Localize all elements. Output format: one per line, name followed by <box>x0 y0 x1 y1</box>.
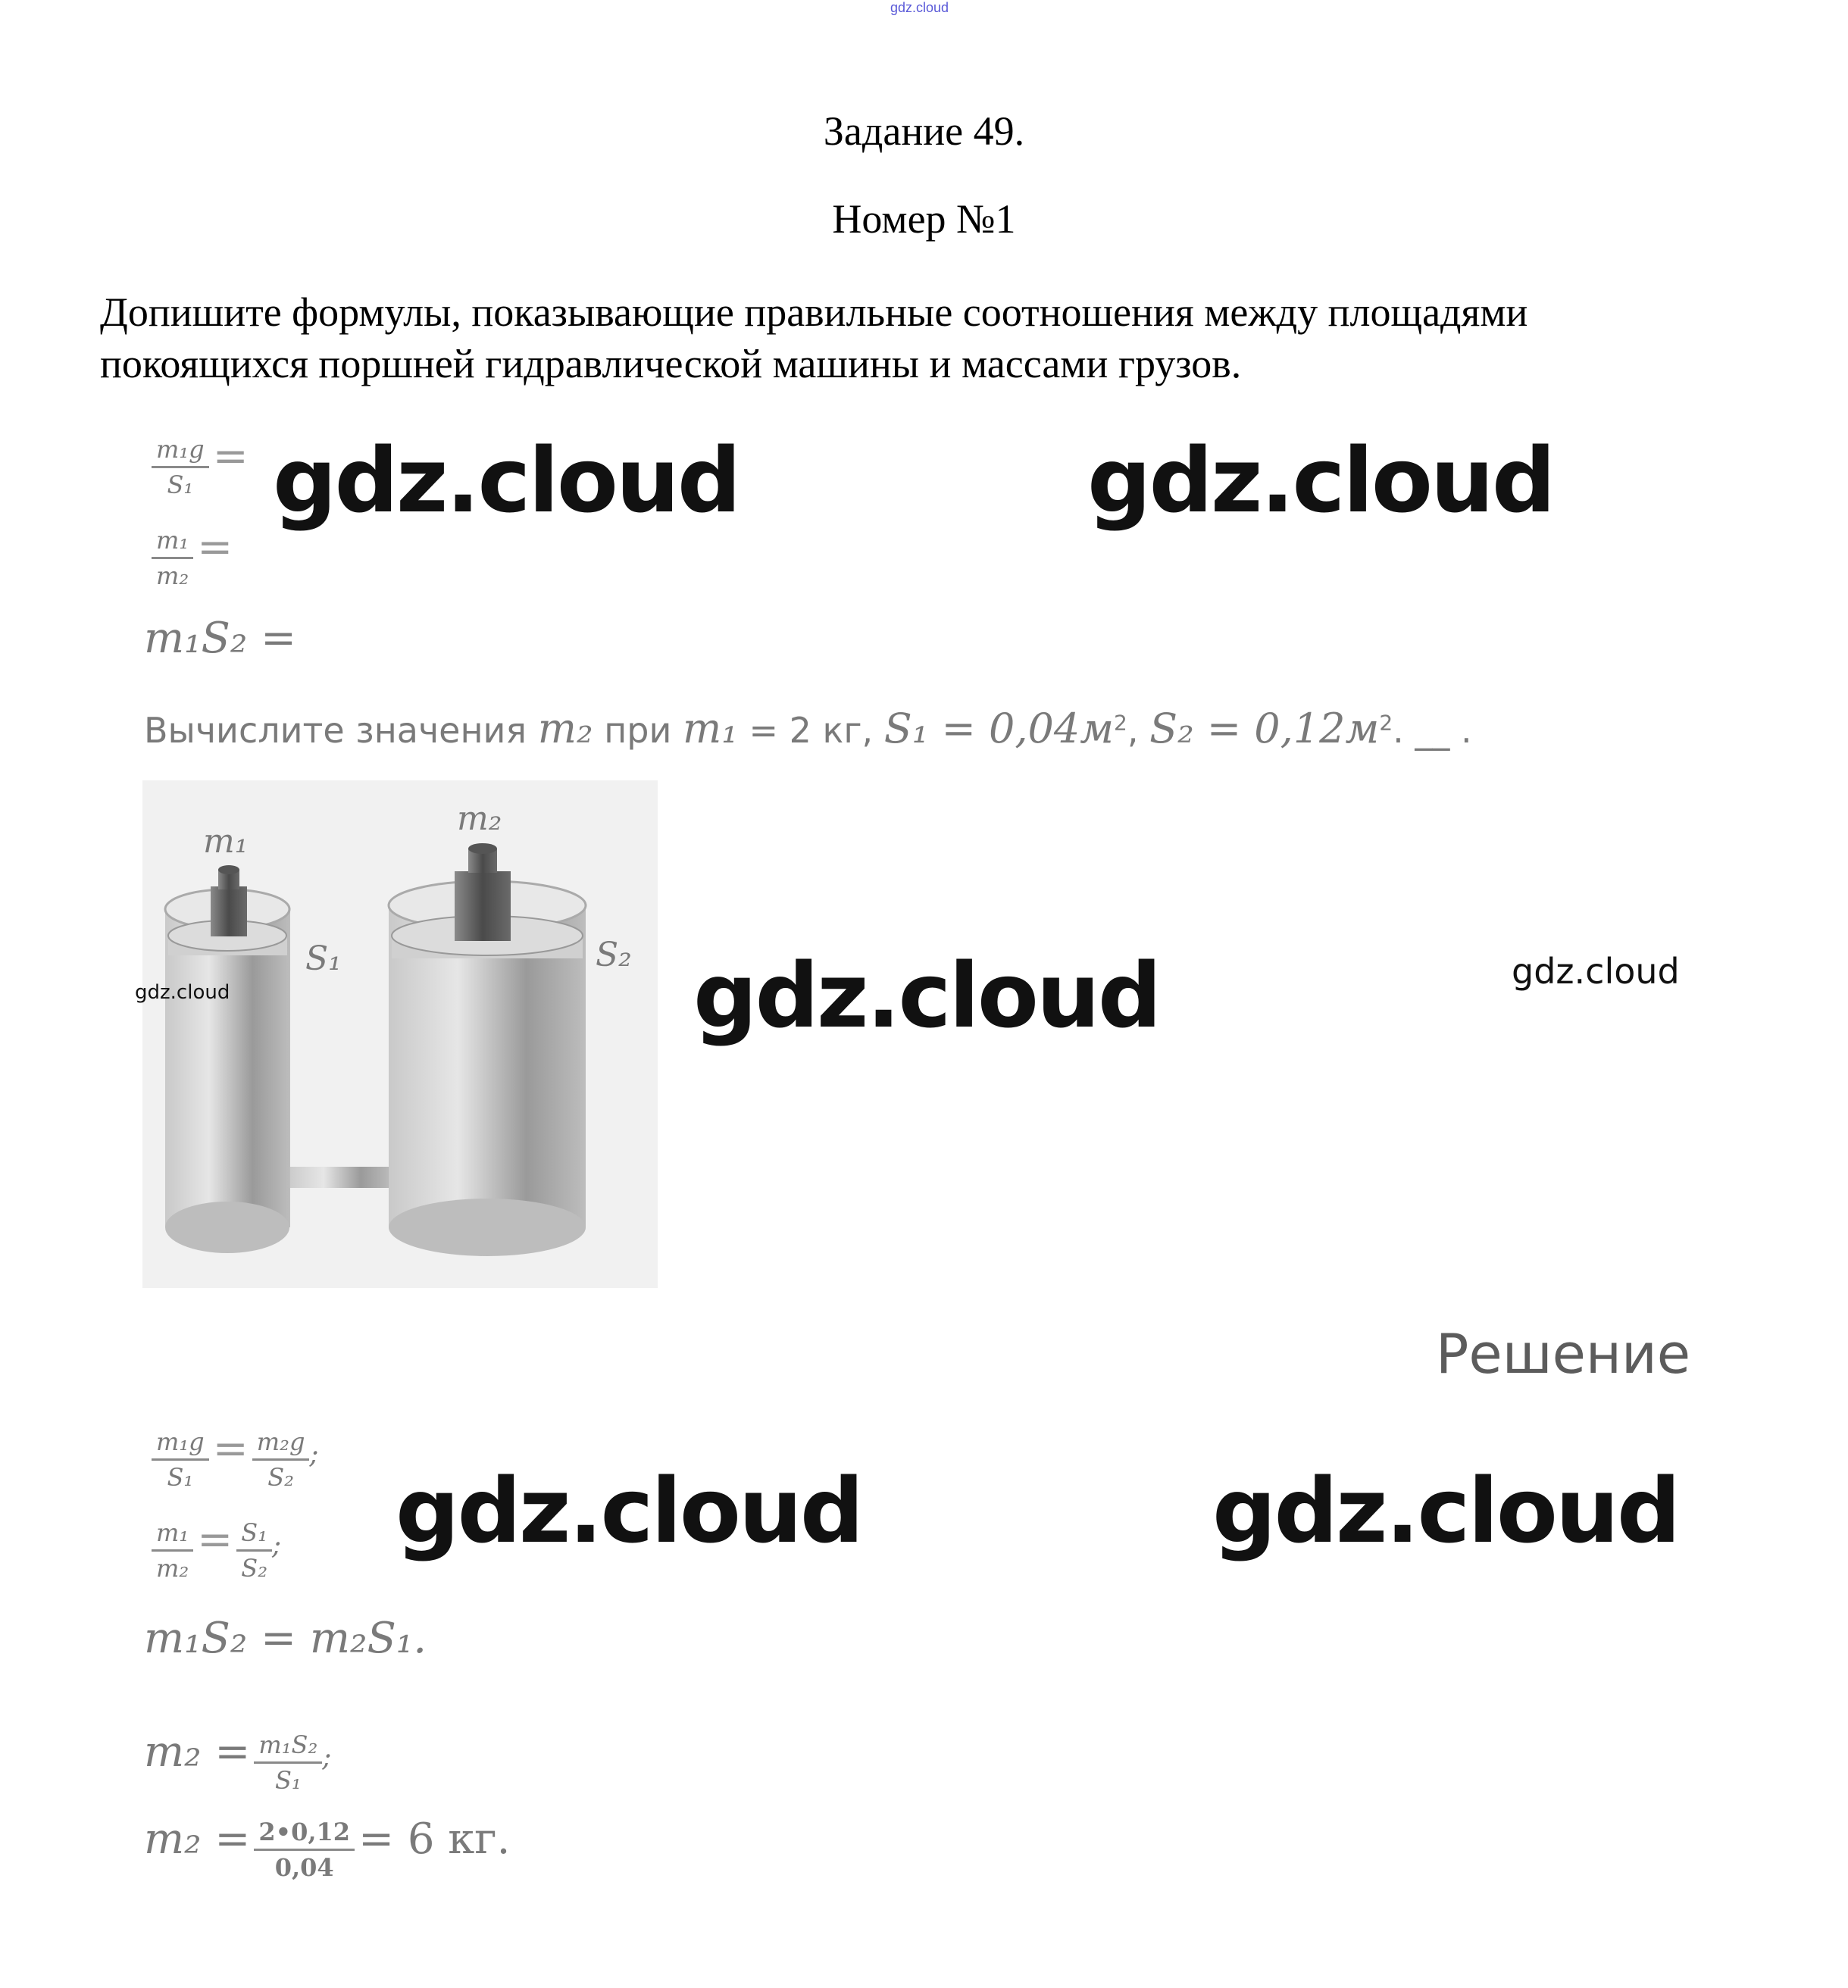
watermark: gdz.cloud <box>396 1458 862 1563</box>
frac-num: S₁ <box>236 1518 272 1552</box>
page-title: Задание 49. <box>823 108 1025 154</box>
solution-heading: Решение <box>1436 1322 1691 1386</box>
calc-m1: m₁ <box>683 705 738 752</box>
frac-den: S₁ <box>167 1463 194 1492</box>
question-formula-2 <box>152 523 233 591</box>
connecting-tube <box>286 1167 392 1188</box>
calc-s2: S₂ = 0,12м <box>1149 705 1380 752</box>
frac-num: m₁ <box>152 1518 193 1552</box>
calc-question: Вычислите значения m₂ при m₁ = 2 кг, $S_1 = 0,04м^2$, $S_2 = 0,12м^2$. __ . <box>144 705 1472 752</box>
solution-formula-3: m₁S₂ = m₂S₁. <box>144 1614 427 1663</box>
calc-prefix: Вычислите значения <box>144 710 527 751</box>
calc-m2: m₂ <box>537 705 593 752</box>
frac-den: S₁ <box>167 470 194 499</box>
frac-num: m₂g <box>252 1427 310 1461</box>
calc-blank: . __ . <box>1393 710 1472 751</box>
watermark: gdz.cloud <box>1087 428 1554 533</box>
solution-formula-2: $\frac{\text{m₁}}{\text{m₂}}$ = $\frac{\text{S₁}}{\text{S₂}}$ ; <box>152 1515 281 1583</box>
calc-s1-exp: 2 <box>1114 710 1127 736</box>
label-m1: m₁ <box>203 822 249 861</box>
equals-sign: = <box>212 432 249 481</box>
small-cylinder <box>165 889 290 1253</box>
frac-den: m₂ <box>156 1554 189 1583</box>
header-watermark: gdz.cloud <box>890 0 949 15</box>
question-formula-1 <box>152 432 249 500</box>
frac-num: m₁S₂ <box>254 1730 322 1764</box>
hydraulic-machine-figure <box>142 780 658 1288</box>
watermark: gdz.cloud <box>135 981 230 1004</box>
frac-num: m₁ <box>152 525 193 559</box>
watermark: gdz.cloud <box>273 428 740 533</box>
frac-num: m₁g <box>152 434 209 468</box>
watermark: gdz.cloud <box>1212 1458 1679 1563</box>
watermark: gdz.cloud <box>1512 951 1680 992</box>
page-subtitle: Номер №1 <box>832 196 1016 242</box>
formula-left: m₂ = <box>144 1815 251 1864</box>
equals-sign: = <box>197 1515 233 1564</box>
task-text: Допишите формулы, показывающие правильные соотношения между площадями покоящихся поршней гидравлической машины и массами грузов. <box>100 289 1528 386</box>
formula-left: m₂ = <box>144 1727 251 1777</box>
solution-formula-5 <box>144 1815 510 1883</box>
calc-s1: S₁ = 0,04м <box>883 705 1114 752</box>
formula-result: = 6 кг. <box>358 1815 511 1864</box>
equals-sign: = <box>197 523 233 572</box>
label-s2: S₂ <box>596 936 632 974</box>
question-formula-3: m₁S₂ = <box>144 614 297 663</box>
watermark: gdz.cloud <box>693 943 1160 1048</box>
frac-den: S₁ <box>274 1766 302 1795</box>
label-s1: S₁ <box>305 939 342 978</box>
frac-den: S₂ <box>267 1463 294 1492</box>
solution-formula-1: $\frac{\text{m₁g}}{\text{S₁}}$ = $\frac{\text{m₂g}}{\text{S₂}}$ ; <box>152 1424 319 1493</box>
equals-sign: = <box>212 1424 249 1474</box>
frac-den: S₂ <box>241 1554 268 1583</box>
solution-formula-4: m₂ = $\frac{\text{m₁S₂}}{\text{S₁}}$ ; <box>144 1727 332 1795</box>
calc-m1-value: = 2 кг, <box>749 710 874 751</box>
frac-num: m₁g <box>152 1427 209 1461</box>
label-m2: m₂ <box>457 799 502 838</box>
calc-at: при <box>604 710 672 751</box>
frac-den: 0,04 <box>274 1853 334 1882</box>
frac-num: 2•0,12 <box>254 1817 355 1851</box>
calc-s2-exp: 2 <box>1379 710 1393 736</box>
frac-den: m₂ <box>156 561 189 590</box>
